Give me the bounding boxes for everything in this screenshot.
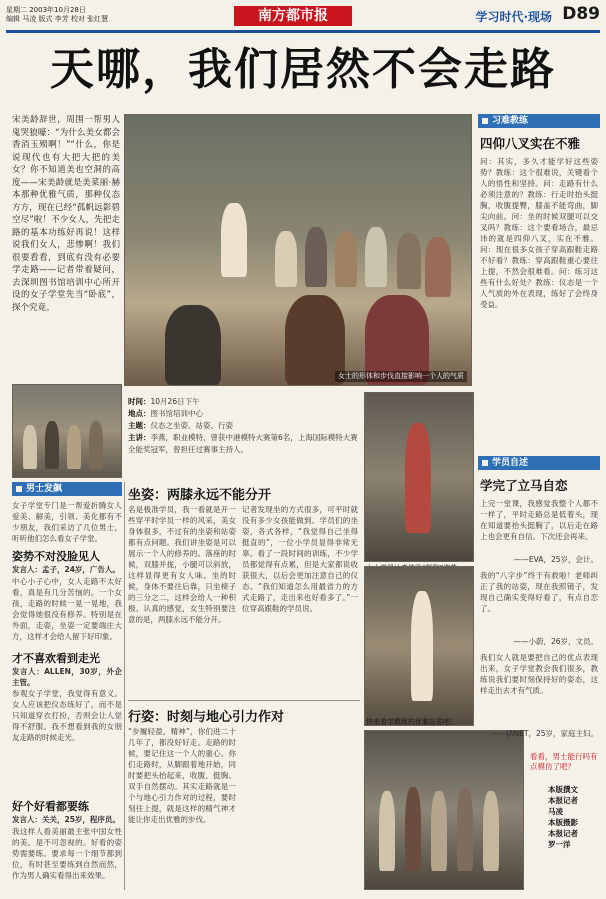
girl-figure [405, 423, 431, 533]
coach-figure [411, 591, 433, 701]
coach-heading: 四仰八叉实在不雅 [480, 136, 581, 151]
men-heading-3: 好个好看都要练 [12, 800, 89, 813]
event-speaker: 李燕，职业模特，曾获中港模特大赛第6名，上海国际模特大赛全能奖冠军，曾担任过赛事主持人。 [128, 433, 358, 454]
student-figure [431, 791, 447, 871]
men-speaker-3: 发言人：关关，25岁，程序员。 [12, 815, 120, 824]
student-figure [45, 421, 59, 469]
intro-paragraph: 宋美龄辞世，周围一帮男人鬼哭狼嚎：“为什么美女都会香消玉殒啊！”“什么，你是说现代也有大把大把的美女？你不知道美也空洞的高度——宋美龄就是美菜丽·赫本那种优雅气质，那种仪态方方，现在已经“孤帆远影碧空尽”啦！不少女人，先把走路的基本功练好再说！这样说我们女人，悲惨啊！我们很要看看，到底有没有必要学走路——记者带着疑问，去深圳图书馆培训中心所开设的女子学堂先当“卧底”，探个究竟。 [12, 115, 120, 313]
credits [548, 784, 598, 850]
newspaper-logo: 南方都市报 [234, 6, 352, 26]
student-sign-2: ——小蔚，26岁，文员。 [513, 637, 598, 646]
event-info [128, 396, 360, 456]
look-here-note: 看看，男士能行吗有点模仿了吧？ [530, 752, 598, 771]
column-divider [124, 482, 125, 890]
men-speaker-2: 发言人：ALLEN，30岁，外企主管。 [12, 667, 122, 687]
student-figure [379, 791, 395, 871]
main-photo-caption: 女士的形体和步伐直接影响一个人的气质 [335, 371, 467, 382]
walking-text: “步履轻盈，精神”，你们进二十几年了，都没好好走。走路的时候，要记住这一个人的重心。你们走路时，从脚跟着地开始，同时要把头抬起来，收腹、挺胸、双手自然摆动。其实走路就是一个与地心引力作对的过程，要时刻往上提，就是这样的精气神才能让你走出优雅的步伐。 [128, 727, 236, 824]
men-heading-2: 才不喜欢看到走光 [12, 652, 100, 665]
men-box-intro: 女子学堂专门是一帮爱折腾女人爱美、解美，引领、美化都有不少朋友，我们采访了几位男士，听听他们怎么看女子学堂。 [12, 501, 122, 543]
men-text-3: 我这样人看美丽最主张中国女性的美，是不可忽视的。好看的姿势需要练。要求每一个细节都到位，有时甚至要练到自然而然，作为男人确实看得出来效果。 [12, 827, 122, 880]
student-figure [457, 787, 473, 871]
subject-label: 主题： [128, 421, 151, 430]
place-label: 地点： [128, 409, 151, 418]
credit-line: 本版撰文 [548, 785, 578, 794]
student-quote-1: 上完一堂课，我感觉我整个人都不一样了，平时走路总是低着头，现在知道要抬头挺胸了，以后走在路上也会更有自信。下次还会再来。 [480, 499, 598, 541]
student-figure [335, 231, 357, 287]
sitting-heading: 坐姿：两膝永远不能分开 [128, 488, 272, 503]
student-box-title: 学员自述 [478, 456, 600, 470]
student-figure [305, 227, 327, 287]
credit-line: 罗一洋 [548, 840, 571, 849]
masthead [6, 4, 600, 30]
meta-date: 星期二 2003年10月28日 [6, 6, 86, 14]
time-label: 时间： [128, 397, 151, 406]
student-sign-1: ——EVA，25岁，会计。 [513, 555, 598, 564]
student-figure [165, 305, 221, 385]
men-box-title: 男士发飙 [12, 482, 122, 496]
men-text-2: 参观女子学堂，我觉得有意义。女人应该把仪态练好了，而不是只知道穿衣打扮，否则会让人觉得不舒服。我不想看到我的女朋友走路的时候走光。 [12, 689, 122, 742]
credit-line: 马凌 [548, 807, 563, 816]
article-continuation: 记者发现坐的方式很多，可平时就没有多少女孩能做到。学员们的坐姿，各式各样，“我觉得自己坐得挺直的”，一位小学员显得非常无辜。看了一段时间的训练，不少学员都觉得有点累，但是大家都说收获很大，以后会更加注意自己的仪态。“我们知道怎么用最省力的方式走路了，走出来也好看多了。”一位穿高跟鞋的学员说。 [242, 505, 358, 613]
bottom-photo [364, 730, 524, 890]
student-figure [483, 791, 499, 871]
walking-heading: 行姿：时刻与地心引力作对 [128, 710, 285, 725]
left-photo [12, 384, 122, 478]
student-figure [275, 231, 297, 287]
student-figure [405, 787, 421, 871]
walking-photo-2-caption: 快来看学教练的优雅站姿吧！ [366, 718, 457, 726]
student-figure [365, 227, 387, 287]
student-figure [397, 233, 421, 289]
coach-box-title: 习难教练 [478, 114, 600, 128]
coach-figure [221, 203, 247, 277]
meta-staff: 编辑 马凌 版式 李芳 校对 张红慧 [6, 15, 109, 23]
student-figure [23, 425, 37, 469]
men-speaker-1: 发言人：孟子，24岁，广告人。 [12, 565, 120, 574]
meta-info [6, 6, 108, 24]
page-headline: 天哪，我们居然不会走路 [50, 44, 556, 95]
student-figure [89, 421, 103, 469]
event-subject: 仪态之坐姿、站姿、行姿 [150, 421, 233, 430]
event-place: 图书馆培训中心 [150, 409, 203, 418]
sitting-text: 名是极准学员，我一看就是开一些穿平时学员一样的风采，美女身体很多，不过有的坐姿和站姿都有点问题。我们讲坐姿是可以展示一个人的修养的。落座的时候，双膝并拢，小腿可以斜放，这样显得更有女人味。坐的时候，身体不要往后靠，只坐椅子的三分之二，这样会给人一种积极、认真的感觉，女生特别要注意的是，两膝永远不能分开。 [128, 505, 236, 624]
walking-photo-2 [364, 566, 474, 726]
walking-photo-1 [364, 392, 474, 562]
page-number: D89 [562, 4, 600, 24]
speaker-label: 主讲： [128, 433, 151, 442]
credit-line: 本报记者 [548, 796, 578, 805]
student-quote-3: 我们女人就是要把自己的优点表现出来，女子学堂教会我们很多，教练说我们要时刻保持好的姿态，这样走出去才有气质。 [480, 653, 598, 695]
event-time: 10月26日下午 [150, 397, 200, 406]
student-quote-2: 我的“八字步”终于有救啦！老师纠正了我的站姿，现在我照镜子，发现自己确实变得好看了，有点自恋了。 [480, 571, 598, 613]
masthead-rule [6, 30, 600, 33]
coach-qa-text: 问：其实，多久才能学好这些姿势？教练：这个很难说，关键看个人的悟性和坚持。问：走路有什么必须注意的？教练：行走时抬头挺胸，收腹提臀，膝盖不能弯曲，脚尖向前。问：坐的时候双腿可以交叉吗？教练：这个要看场合，最忌讳的就是四仰八叉，实在不雅。问：现在很多女孩子穿高跟鞋走路不好看？教练：穿高跟鞋重心要往上提，不然会很难看。问：练习这些有什么好处？教练：仪态是一个人气质的外在表现，练好了会终身受益。 [480, 157, 598, 309]
student-figure [425, 237, 451, 297]
student-heading: 学完了立马自恋 [480, 478, 568, 493]
main-photo [124, 114, 472, 386]
student-sign-3: ——JANET，25岁，家庭主妇。 [491, 729, 598, 738]
credit-line: 本报记者 [548, 829, 578, 838]
men-heading-1: 姿势不对没脸见人 [12, 550, 100, 563]
credit-line: 本版摄影 [548, 818, 578, 827]
section-title: 学习时代·现场 [475, 10, 552, 24]
men-text-1: 中心小子心中，女人走路不太好看，真是有几分苦恼的。一个女孩，走路的时候一晃一晃地，我会觉得她很没有修养。特别是在外面，走姿，坐姿一定要端庄大方，这样才会给人留下好印象。 [12, 577, 122, 641]
student-figure [67, 425, 81, 469]
